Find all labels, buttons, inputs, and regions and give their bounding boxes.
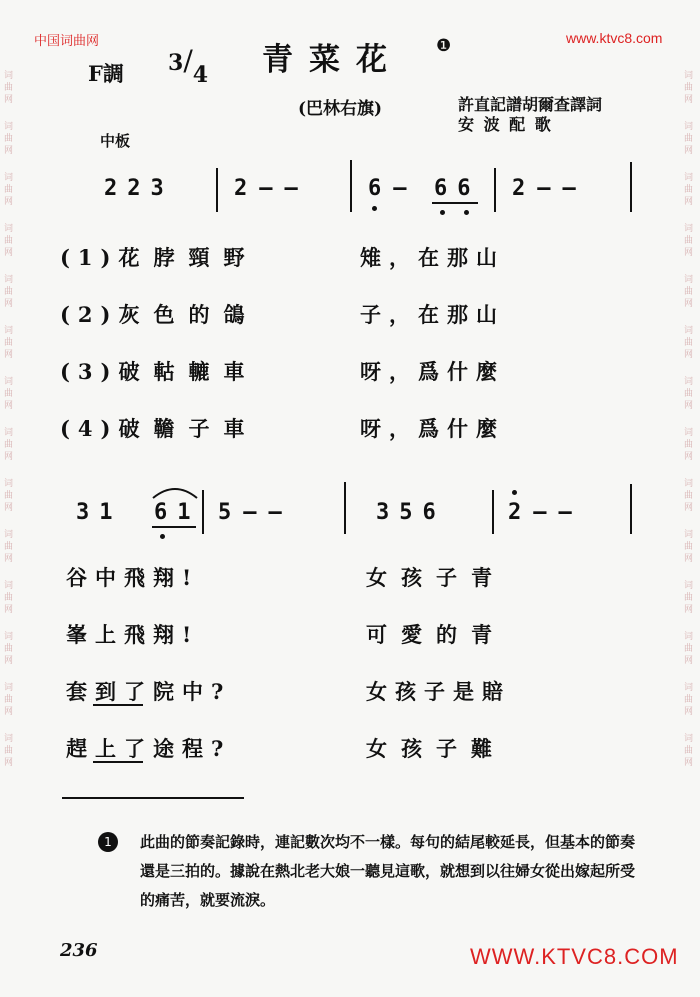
lyric-underline xyxy=(93,761,143,763)
low-octave-dot xyxy=(440,210,445,215)
measure-4: 2—— xyxy=(512,176,588,201)
song-subtitle: (巴林右旗) xyxy=(298,99,383,119)
measure-3a: 6— xyxy=(368,176,419,201)
low-octave-dot xyxy=(464,210,469,215)
measure-7: 356 xyxy=(376,500,446,525)
measure-5a: 31 xyxy=(76,500,123,525)
watermark-text: 词曲网 xyxy=(4,530,14,564)
measure-3b: 66 xyxy=(434,176,481,201)
left-watermark-column xyxy=(4,70,18,784)
lyric-line: (3)破軲轆車 xyxy=(60,359,259,384)
barline xyxy=(350,160,352,212)
measure-2: 2—— xyxy=(234,176,310,201)
time-bottom: 4 xyxy=(192,62,209,88)
lyric-line-end: 呀，爲什麼 xyxy=(360,416,505,441)
lyric-line-end: 女孩子青 xyxy=(366,565,506,590)
footnote-bullet: 1 xyxy=(98,832,118,852)
watermark-text: 词曲网 xyxy=(684,734,694,768)
watermark-text: 词曲网 xyxy=(4,632,14,666)
watermark-text: 词曲网 xyxy=(4,71,14,105)
measure-5b: 61 xyxy=(154,500,201,525)
watermark-text: 词曲网 xyxy=(684,632,694,666)
barline xyxy=(494,168,496,212)
footnote-rule xyxy=(62,797,244,799)
low-octave-dot xyxy=(372,206,377,211)
watermark-text: 词曲网 xyxy=(684,530,694,564)
high-octave-dot xyxy=(512,490,517,495)
lyric-line: 谷中飛翔! xyxy=(66,565,200,590)
lyric-line-end: 雉，在那山 xyxy=(360,245,505,270)
lyric-line: 套到了院中? xyxy=(66,679,232,704)
barline xyxy=(630,484,632,534)
watermark-text: 词曲网 xyxy=(4,479,14,513)
watermark-text: 词曲网 xyxy=(4,683,14,717)
lyric-line: 峯上飛翔! xyxy=(66,622,200,647)
watermark-text: 词曲网 xyxy=(4,224,14,258)
watermark-text: 词曲网 xyxy=(4,122,14,156)
barline xyxy=(630,162,632,212)
song-title: 青菜花 xyxy=(262,42,403,78)
watermark-text: 词曲网 xyxy=(4,173,14,207)
right-watermark-column xyxy=(684,70,698,784)
watermark-text: 词曲网 xyxy=(4,377,14,411)
footnote-marker: ❶ xyxy=(436,36,452,56)
measure-6: 5—— xyxy=(218,500,294,525)
site-url: www.ktvc8.com xyxy=(566,30,663,46)
tempo-marking: 中板 xyxy=(100,132,131,150)
watermark-text: 词曲网 xyxy=(4,428,14,462)
watermark-text: 词曲网 xyxy=(684,122,694,156)
slur-mark xyxy=(150,484,200,500)
measure-8: 2—— xyxy=(508,500,584,525)
lyric-line-end: 子，在那山 xyxy=(360,302,505,327)
lyric-line: 趕上了途程? xyxy=(66,736,232,761)
watermark-text: 词曲网 xyxy=(684,377,694,411)
watermark-text: 词曲网 xyxy=(684,224,694,258)
watermark-text: 词曲网 xyxy=(684,428,694,462)
bottom-watermark: WWW.KTVC8.COM xyxy=(470,944,679,969)
lyric-line: (1)花脖頸野 xyxy=(60,245,259,270)
eighth-underline xyxy=(432,202,478,204)
barline xyxy=(216,168,218,212)
time-signature: 3/4 xyxy=(168,44,209,88)
barline xyxy=(202,490,204,534)
watermark-text: 词曲网 xyxy=(684,326,694,360)
credit-line-1: 許直記譜胡爾查譯詞 xyxy=(458,95,603,114)
watermark-text: 词曲网 xyxy=(684,173,694,207)
watermark-text: 词曲网 xyxy=(684,71,694,105)
time-top: 3 xyxy=(168,50,184,76)
barline xyxy=(344,482,346,534)
lyric-line-end: 女孩子是賠 xyxy=(366,679,511,704)
lyric-line: (2)灰色的鴿 xyxy=(60,302,259,327)
lyric-line-end: 呀，爲什麼 xyxy=(360,359,505,384)
watermark-text: 词曲网 xyxy=(4,734,14,768)
watermark-text: 词曲网 xyxy=(4,581,14,615)
watermark-text: 词曲网 xyxy=(684,275,694,309)
site-name: 中国词曲网 xyxy=(34,34,100,49)
measure-1: 223 xyxy=(104,176,174,201)
watermark-text: 词曲网 xyxy=(684,479,694,513)
watermark-text: 词曲网 xyxy=(4,326,14,360)
lyric-line-end: 女孩子難 xyxy=(366,736,506,761)
eighth-underline xyxy=(152,526,196,528)
lyric-line-end: 可愛的青 xyxy=(366,622,506,647)
barline xyxy=(492,490,494,534)
page-number: 236 xyxy=(60,940,98,961)
low-octave-dot xyxy=(160,534,165,539)
watermark-text: 词曲网 xyxy=(684,581,694,615)
song-key: F調 xyxy=(88,61,124,86)
lyric-underline xyxy=(93,704,143,706)
credit-line-2: 安 波 配 歌 xyxy=(458,115,553,134)
watermark-text: 词曲网 xyxy=(684,683,694,717)
footnote-text: 此曲的節奏記錄時，連記數次均不一樣。每句的結尾較延長，但基本的節奏還是三拍的。據說在熱北老大娘一聽見這歌，就想到以往婦女從出嫁起所受的痛苦，就要流淚。 xyxy=(140,833,636,909)
watermark-text: 词曲网 xyxy=(4,275,14,309)
lyric-line: (4)破韂子車 xyxy=(60,416,259,441)
